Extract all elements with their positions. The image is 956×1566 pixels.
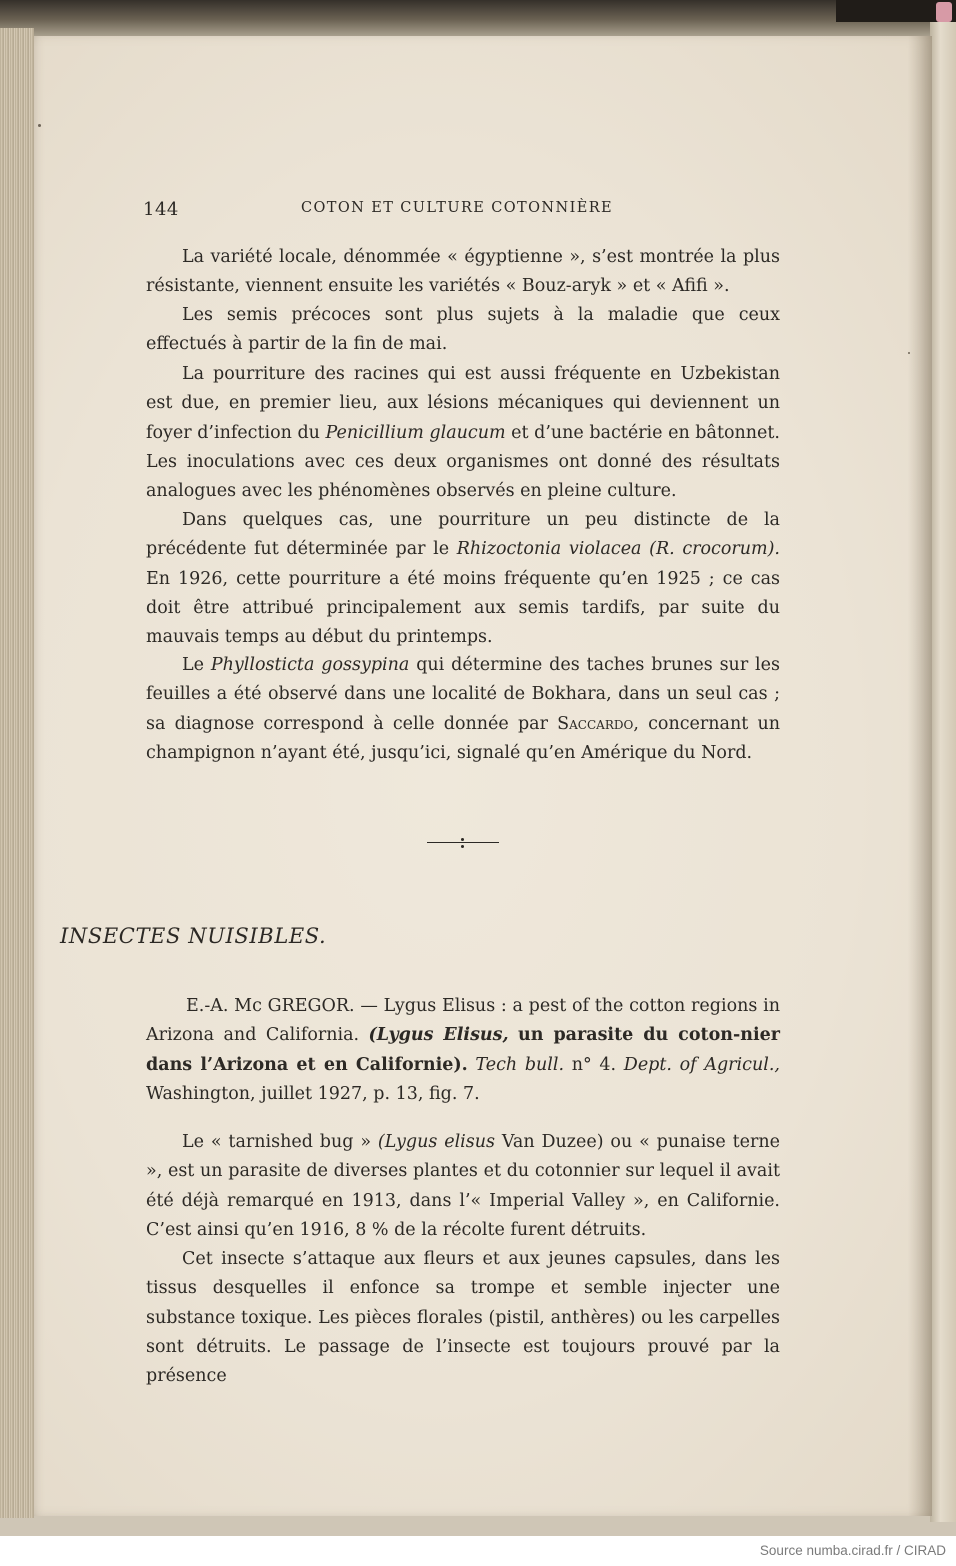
paragraph-7 bbox=[146, 1245, 780, 1391]
paragraph-5: Le Phyllosticta gossypina qui détermine des taches brunes sur les feuilles a été observé dans une localité de Bokhara, dans un seul cas ; sa diagnose correspond à celle donnée par Saccardo, concernant un champignon n’ayant été, jusqu’ici, signalé qu’en Amérique du Nord. bbox=[146, 655, 780, 763]
scan-top-edge bbox=[0, 0, 956, 36]
section-heading: INSECTES NUISIBLES. bbox=[60, 924, 327, 948]
paragraph-1 bbox=[146, 243, 780, 302]
paper-speck bbox=[38, 124, 41, 127]
species-name: Phyllosticta gossypina bbox=[210, 655, 410, 675]
bibliographic-reference: E.-A. Mc GREGOR. — Lygus Elisus : a pest of the cotton regions in Arizona and California. (Lygus Elisus, un parasite du coton-nier dans l’Arizona et en Californie). Tech bull. n° 4. Dept. of Agricul., Washington, juillet 1927, p. 13, fig. 7. bbox=[146, 996, 780, 1104]
text-line: tissus desquelles il enfonce sa trompe et semble injecter une substance bbox=[146, 1278, 780, 1328]
page-number: 144 bbox=[143, 199, 179, 220]
text-line: résistante, viennent ensuite les variétés « Bouz-aryk » et « Afifi ». bbox=[146, 276, 730, 297]
paragraph-6: Le « tarnished bug » (Lygus elisus Van Duzee) ou « punaise terne », est un parasite de diverses plantes et du cotonnier sur lequel il avait été déjà remarqué en 1913, dans l’« Imperial Valley », en Californie. C’est ainsi qu’en 1916, 8 % de la récolte furent détruits. bbox=[146, 1132, 781, 1240]
color-tab-marker bbox=[936, 2, 952, 22]
paragraph-4: Dans quelques cas, une pourriture un peu distincte de la précédente fut déterminée par le Rhizoctonia violacea (R. crocorum). En 1926, cette pourriture a été moins fréquente qu’en 1925 ; ce cas doit être attribué principalement aux semis tardifs, par suite du mauvais temps au début du printemps. bbox=[146, 510, 780, 648]
page-fold-shadow bbox=[908, 36, 932, 1516]
paper-speck bbox=[908, 352, 910, 354]
book-page-edges bbox=[0, 28, 34, 1518]
section-ornament bbox=[427, 838, 499, 848]
running-title: COTON ET CULTURE COTONNIÈRE bbox=[301, 200, 613, 216]
species-name: Rhizoctonia violacea (R. crocorum). bbox=[456, 539, 780, 560]
text-line: à partir de la fin de mai. bbox=[232, 334, 448, 355]
text-line: détruits. Le passage de l’insecte est toujours prouvé par la présence bbox=[146, 1336, 780, 1387]
species-name: (Lygus elisus bbox=[377, 1132, 496, 1152]
text-line: Cet insecte s’attaque aux fleurs et aux jeunes capsules, dans les bbox=[182, 1249, 780, 1269]
text-line: toxique. Les pièces florales (pistil, anthères) ou les carpelles sont bbox=[146, 1307, 780, 1357]
species-name: Penicillium glaucum bbox=[325, 422, 506, 443]
paragraph-3: La pourriture des racines qui est aussi fréquente en Uzbekistan est due, en premier lieu, aux lésions mécaniques qui deviennent un foyer d’infection du Penicillium glaucum et d’une bactérie en bâtonnet. Les inoculations avec ces deux organismes ont donné des résultats analogues avec les phénomènes observés en pleine culture. bbox=[146, 364, 780, 502]
source-credit: Source numba.cirad.fr / CIRAD bbox=[759, 1543, 946, 1558]
reference-author: E.-A. Mc GREGOR. bbox=[186, 996, 355, 1016]
book-right-edge bbox=[930, 22, 956, 1522]
paragraph-2 bbox=[146, 301, 780, 360]
text-line: La variété locale, dénommée « égyptienne », s’est montrée la plus bbox=[182, 247, 780, 267]
text-line: Les semis précoces sont plus sujets à la maladie que ceux effectués bbox=[146, 305, 780, 355]
